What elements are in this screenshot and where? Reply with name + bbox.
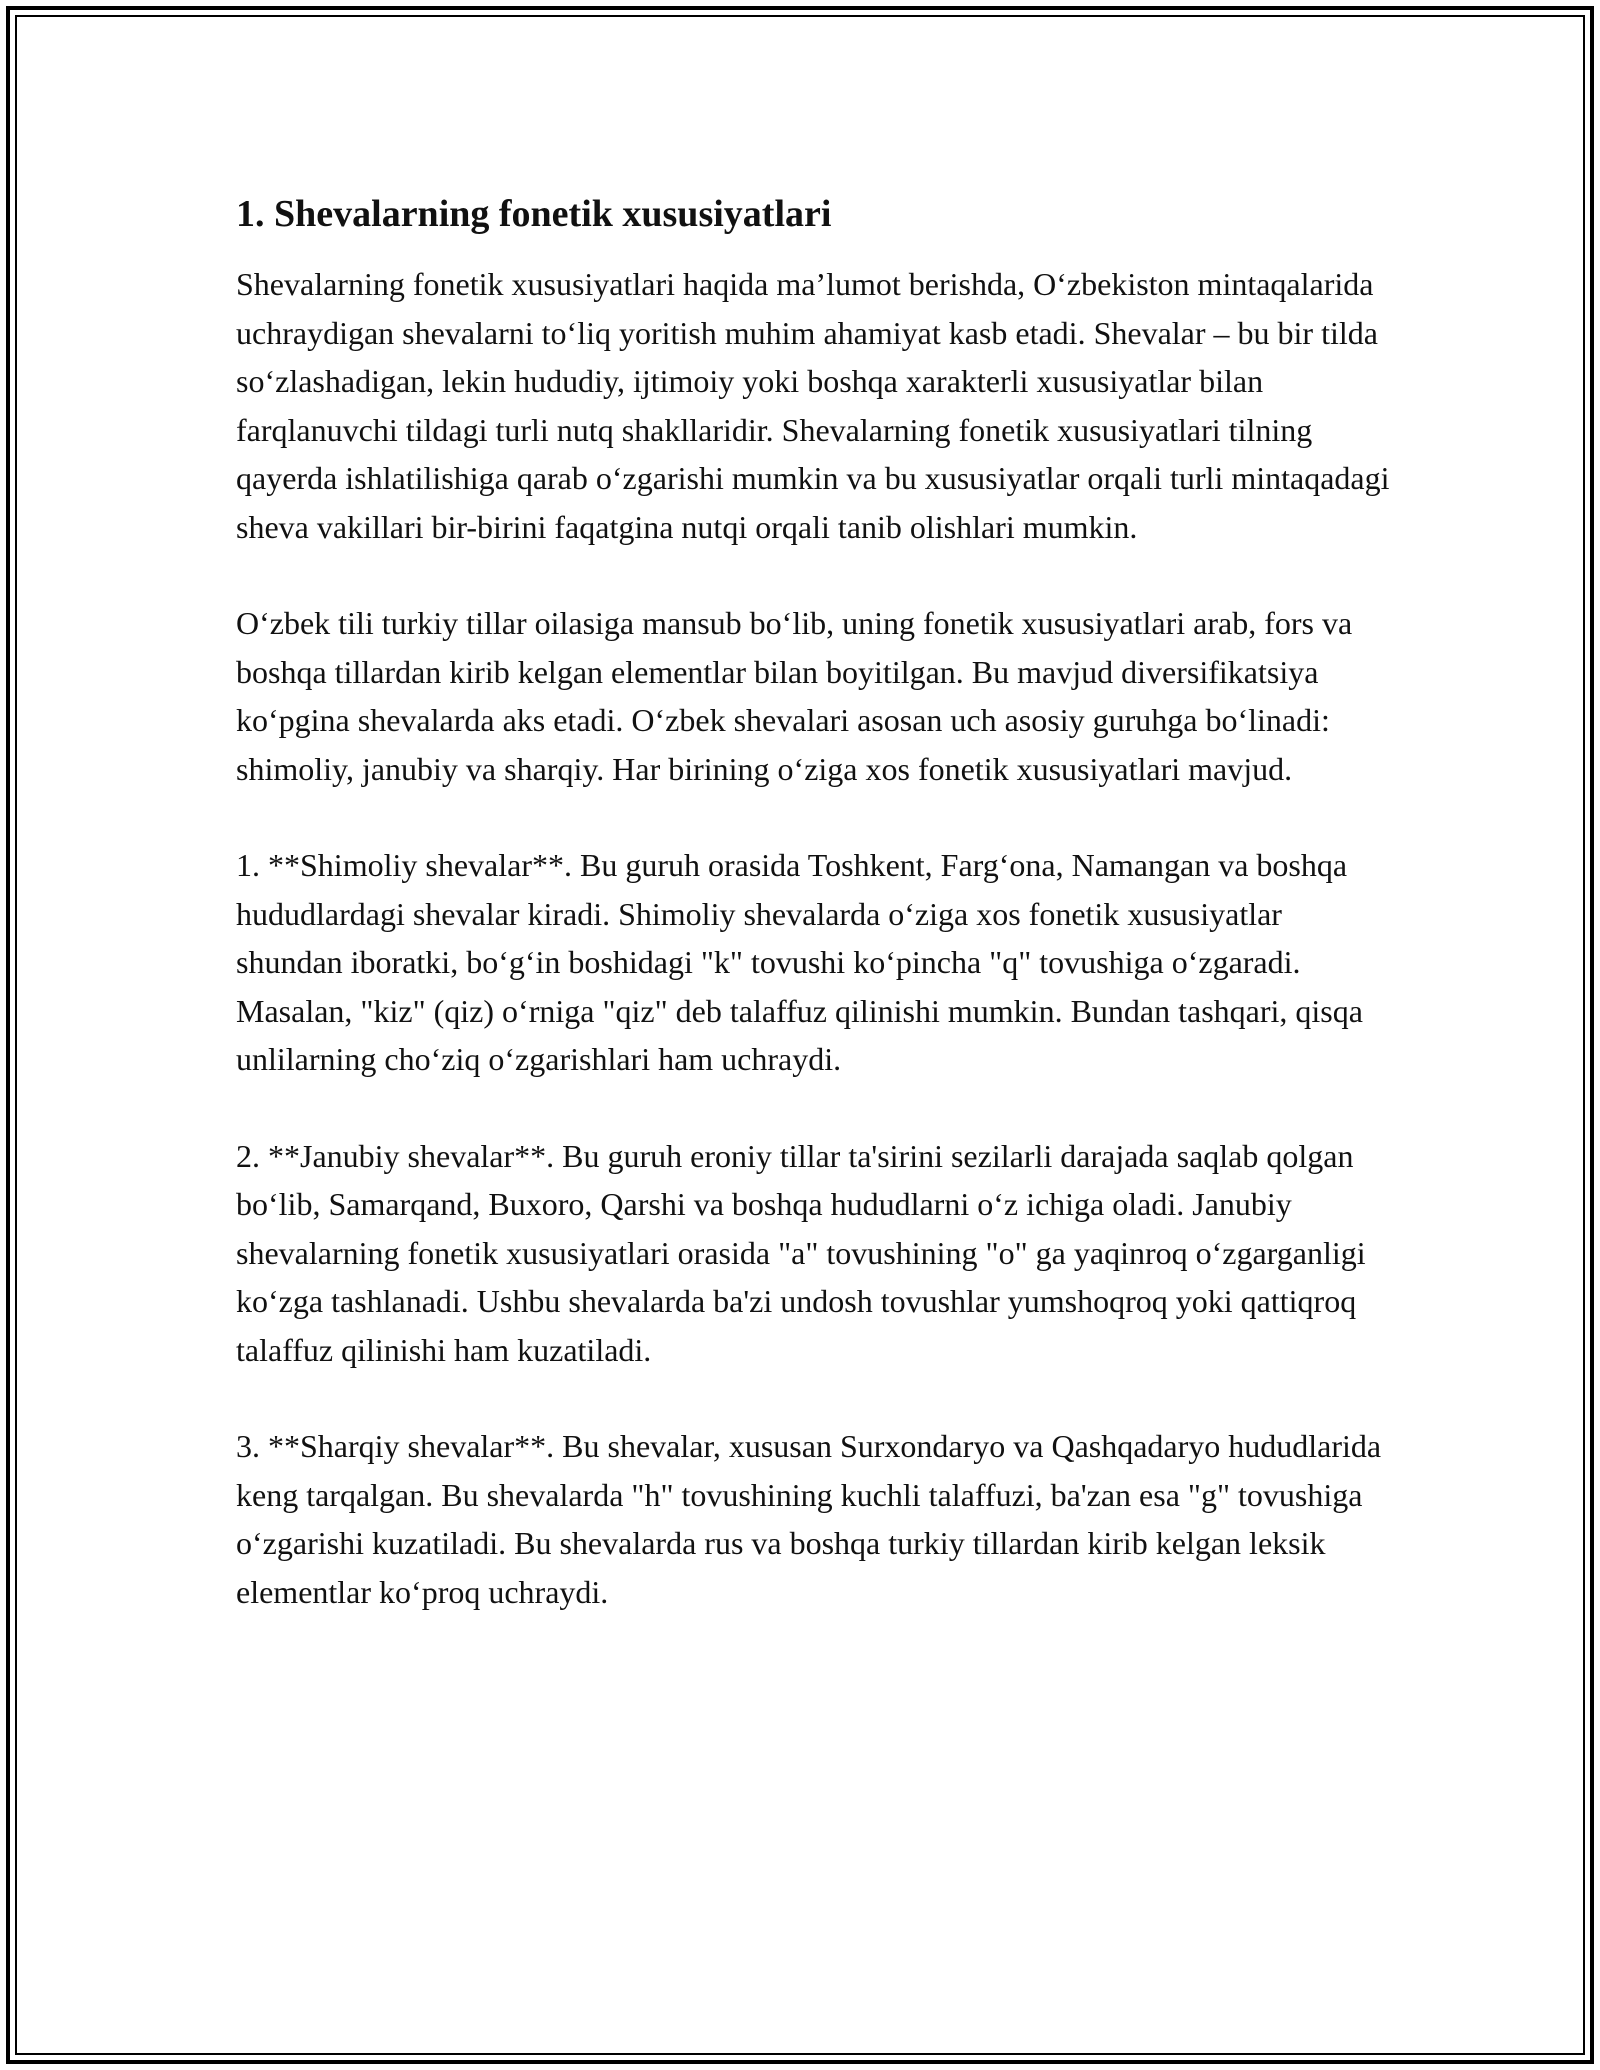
paragraph-overview: O‘zbek tili turkiy tillar oilasiga mansub bo‘lib, uning fonetik xususiyatlari arab, fors va boshqa tillardan kirib kelgan elementlar bilan boyitilgan. Bu mavjud diversifikatsiya ko‘pgina shevalarda aks etadi. O‘zbek shevalari asosan uch asosiy guruhga bo‘linadi: shimoliy, janubiy va sharqiy. Har birining o‘ziga xos fonetik xususiyatlari mavjud.	[236, 605, 1353, 787]
paragraph-northern-dialects: 1. **Shimoliy shevalar**. Bu guruh orasida Toshkent, Farg‘ona, Namangan va boshqa hududlardagi shevalar kiradi. Shimoliy shevalarda o‘ziga xos fonetik xususiyatlar shundan iboratki, bo‘g‘in boshidagi "k" tovushi ko‘pincha "q" tovushiga o‘zgaradi. Masalan, "kiz" (qiz) o‘rniga "qiz" deb talaffuz qilinishi mumkin. Bundan tashqari, qisqa unlilarning cho‘ziq o‘zgarishlari ham uchraydi.	[236, 847, 1363, 1077]
document-title: 1. Shevalarning fonetik xususiyatlari	[236, 193, 832, 235]
paragraph-eastern-dialects: 3. **Sharqiy shevalar**. Bu shevalar, xususan Surxondaryo va Qashqadaryo hududlarida keng tarqalgan. Bu shevalarda "h" tovushining kuchli talaffuzi, ba'zan esa "g" tovushiga o‘zgarishi kuzatiladi. Bu shevalarda rus va boshqa turkiy tillardan kirib kelgan leksik elementlar ko‘proq uchraydi.	[236, 1428, 1382, 1610]
paragraph-intro: Shevalarning fonetik xususiyatlari haqida ma’lumot berishda, O‘zbekiston mintaqalarida uchraydigan shevalarni to‘liq yoritish muhim ahamiyat kasb etadi. Shevalar – bu bir tilda so‘zlashadigan, lekin hududiy, ijtimoiy yoki boshqa xarakterli xususiyatlar bilan farqlanuvchi tildagi turli nutq shakllaridir. Shevalarning fonetik xususiyatlari tilning qayerda ishlatilishiga qarab o‘zgarishi mumkin va bu xususiyatlar orqali turli mintaqadagi sheva vakillari bir-birini faqatgina nutqi orqali tanib olishlari mumkin.	[236, 266, 1390, 545]
document-body	[236, 186, 1396, 1664]
paragraph-southern-dialects: 2. **Janubiy shevalar**. Bu guruh eroniy tillar ta'sirini sezilarli darajada saqlab qolgan bo‘lib, Samarqand, Buxoro, Qarshi va boshqa hududlarni o‘z ichiga oladi. Janubiy shevalarning fonetik xususiyatlari orasida "a" tovushining "o" ga yaqinroq o‘zgarganligi ko‘zga tashlanadi. Ushbu shevalarda ba'zi undosh tovushlar yumshoqroq yoki qattiqroq talaffuz qilinishi ham kuzatiladi.	[236, 1137, 1366, 1368]
